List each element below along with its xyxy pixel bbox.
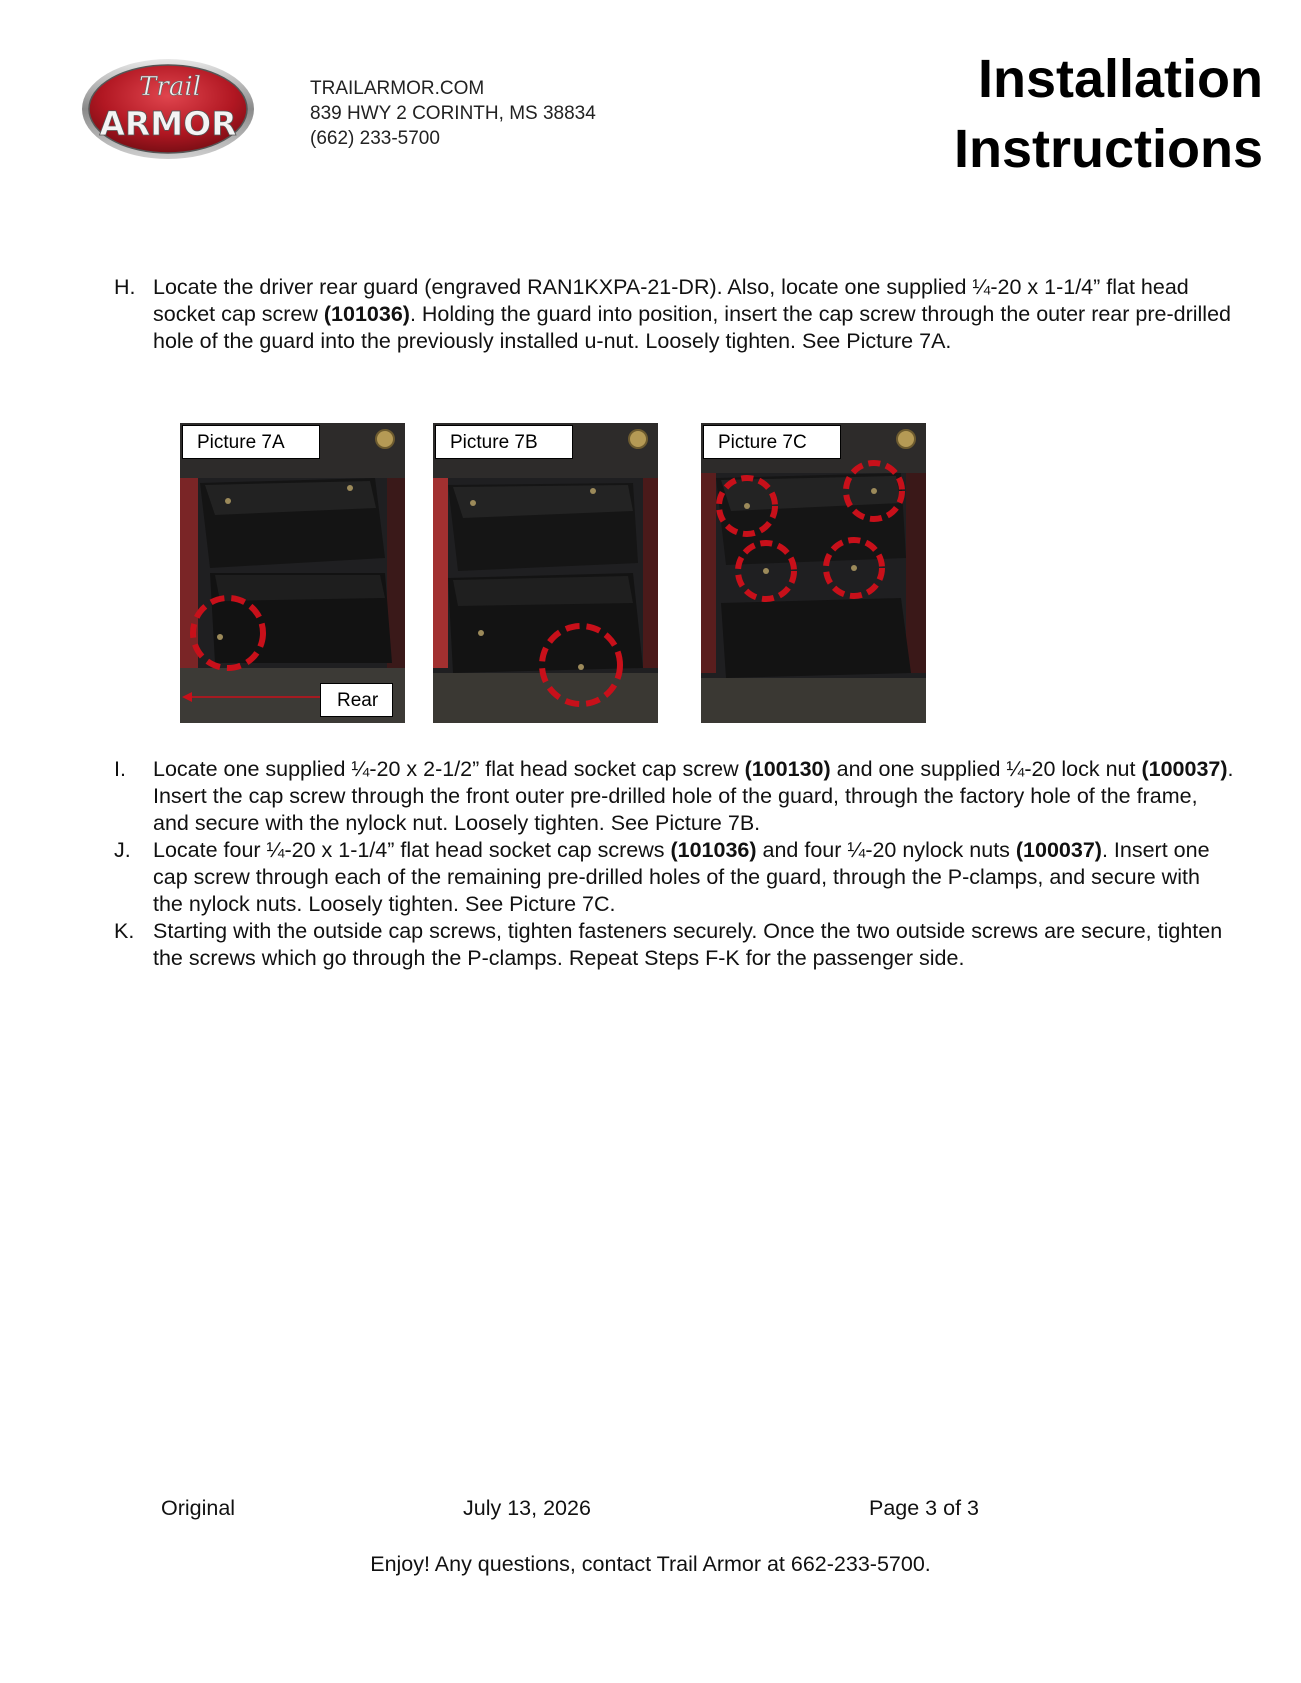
footer-date: July 13, 2026 — [463, 1496, 591, 1520]
title-line-2: Instructions — [953, 119, 1263, 179]
address-text: 839 HWY 2 CORINTH, MS 38834 — [310, 103, 596, 124]
logo-text-bottom: ARMOR — [99, 104, 237, 143]
picture-7a — [180, 423, 405, 723]
step-i-letter: I. — [114, 757, 126, 781]
footer-contact-note: Enjoy! Any questions, contact Trail Armor at 662-233-5700. — [370, 1552, 931, 1576]
contact-info — [310, 76, 596, 151]
title-line-1: Installation — [977, 49, 1263, 109]
logo-text-top: Trail — [139, 72, 201, 102]
step-k-letter: K. — [114, 919, 135, 943]
step-j-text: Locate four ¼-20 x 1-1/4” flat head socket cap screws (101036) and four ¼-20 nylock nuts (100037). Insert one cap screw through each of the remaining pre-drilled holes of the guard, through the P-clamps, and secure with the nylock nuts. Loosely tighten. See Picture 7C. — [153, 838, 1210, 916]
website-text: TRAILARMOR.COM — [310, 78, 485, 99]
footer-revision: Original — [161, 1496, 236, 1520]
picture-7c — [701, 423, 926, 723]
step-k-text: Starting with the outside cap screws, tighten fasteners securely. Once the two outside screws are secure, tighten the screws which go through the P-clamps. Repeat Steps F-K for the passenger side. — [153, 919, 1223, 970]
step-h-letter: H. — [114, 275, 136, 299]
step-j-letter: J. — [114, 838, 131, 862]
step-k — [114, 918, 1234, 972]
picture-7a-label: Picture 7A — [182, 425, 320, 459]
step-j — [114, 837, 1234, 918]
phone-text: (662) 233-5700 — [310, 128, 440, 149]
rear-label: Rear — [320, 683, 393, 717]
step-i — [114, 756, 1234, 837]
picture-7c-label: Picture 7C — [703, 425, 841, 459]
trail-armor-logo — [78, 55, 258, 163]
picture-7b-label: Picture 7B — [435, 425, 573, 459]
footer-page-number: Page 3 of 3 — [869, 1496, 979, 1520]
picture-7b — [433, 423, 658, 723]
step-h-text: Locate the driver rear guard (engraved RAN1KXPA-21-DR). Also, locate one supplied ¼-20 x 1-1/4” flat head socket cap screw (101036). Holding the guard into position, insert the cap screw through the outer rear pre-drilled hole of the guard into the previously installed u-nut. Loosely tighten. See Picture 7A. — [153, 275, 1231, 353]
step-h — [114, 274, 1234, 384]
page-title — [954, 44, 1263, 184]
step-i-text: Locate one supplied ¼-20 x 2-1/2” flat head socket cap screw (100130) and one supplied ¼-20 lock nut (100037). Insert the cap screw through the front outer pre-drilled hole of the guard, through the factory hole of the frame, and secure with the nylock nut. Loosely tighten. See Picture 7B. — [153, 757, 1234, 835]
